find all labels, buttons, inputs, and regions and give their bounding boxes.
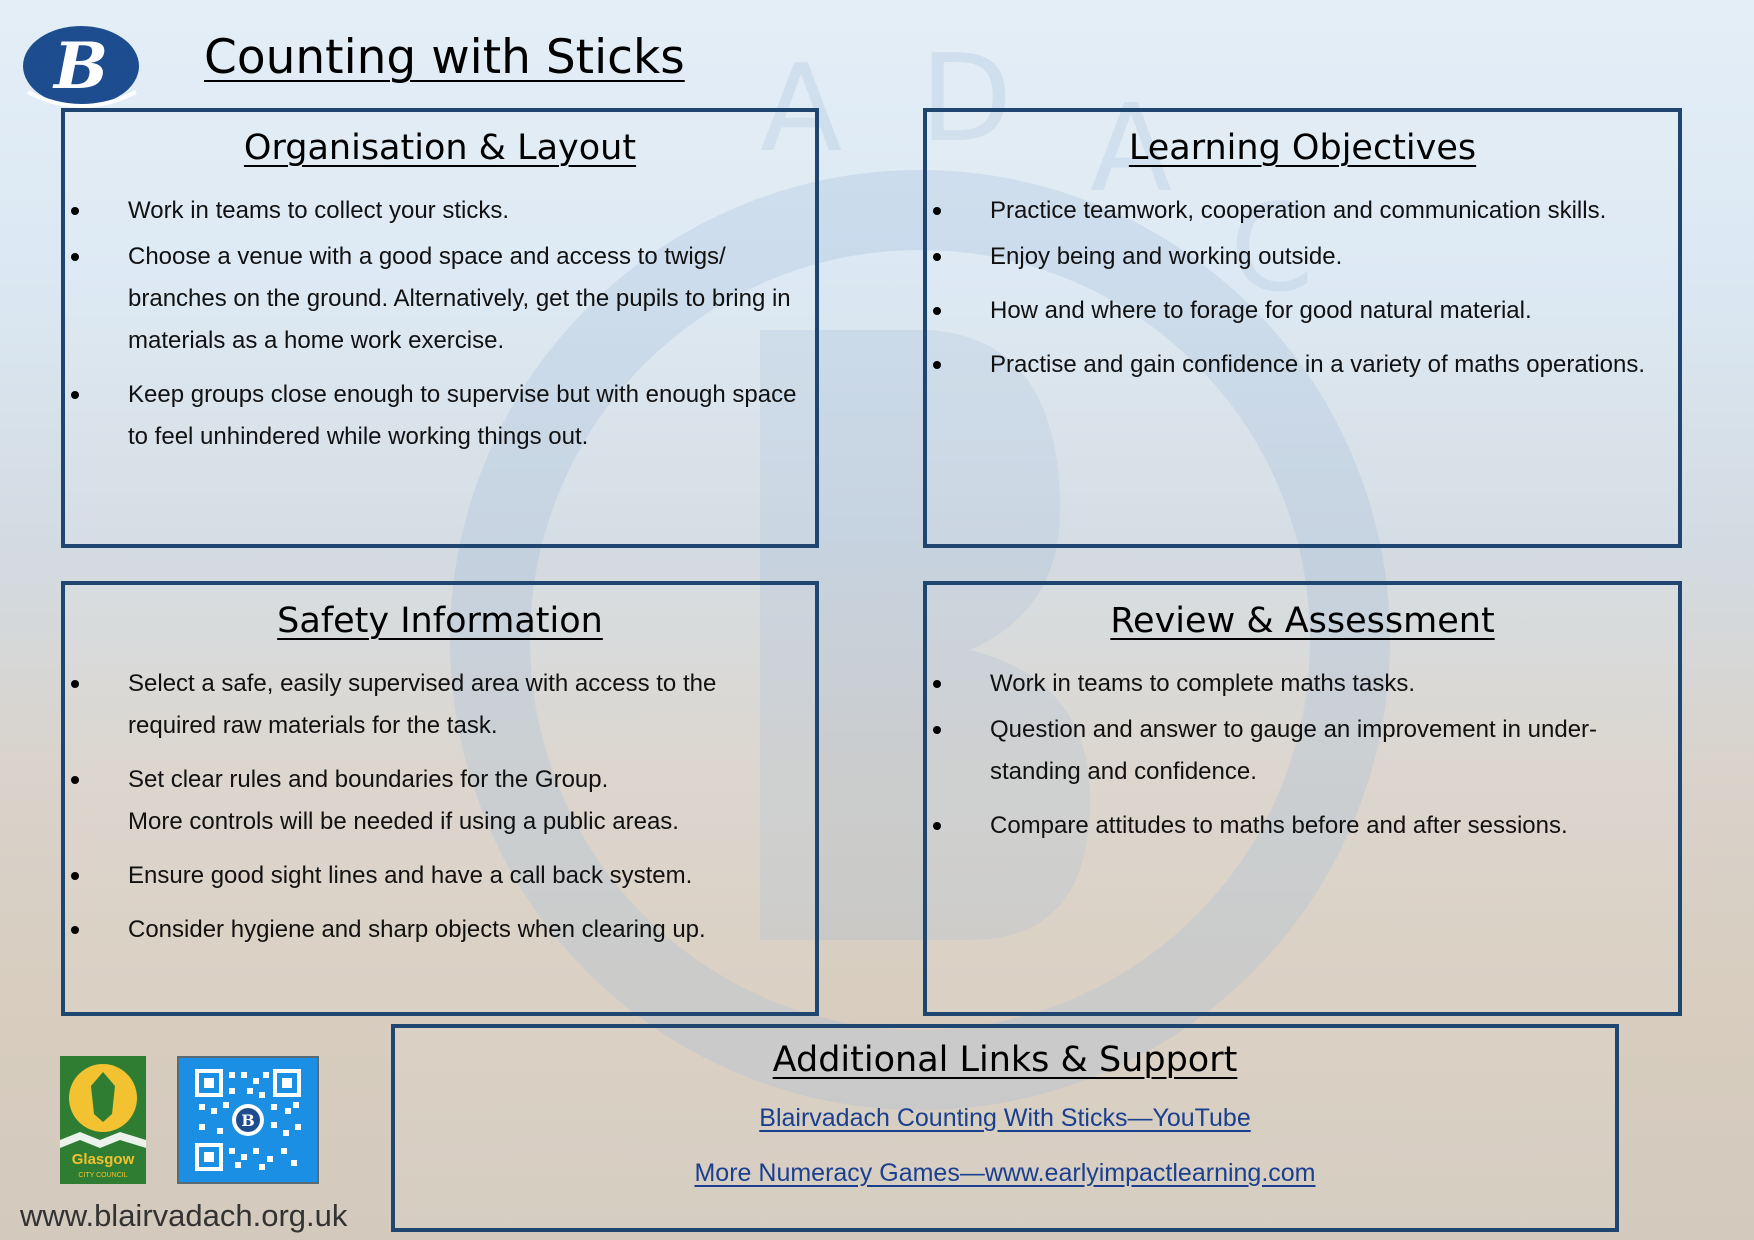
list-item — [927, 805, 1678, 847]
bullet-icon — [71, 776, 79, 784]
safety-panel — [61, 581, 819, 1016]
svg-text:A: A — [760, 40, 843, 179]
list-item — [927, 190, 1678, 232]
objectives-panel — [923, 108, 1682, 548]
qr-code — [177, 1056, 319, 1184]
objectives-list — [927, 190, 1678, 386]
list-item — [927, 290, 1678, 332]
list-item-text: Enjoy being and working outside. — [990, 243, 1343, 270]
svg-text:B: B — [53, 29, 109, 104]
list-item-text: Compare attitudes to maths before and after sessions. — [990, 812, 1568, 839]
list-item — [927, 236, 1678, 278]
bullet-icon — [933, 361, 941, 369]
bullet-icon — [933, 207, 941, 215]
list-item-text: Practice teamwork, cooperation and communication skills. — [990, 197, 1607, 224]
list-item — [927, 663, 1678, 705]
council-crest-icon — [60, 1056, 146, 1184]
council-name: Glasgow — [71, 1151, 135, 1168]
blairvadach-logo — [20, 22, 142, 114]
list-item — [65, 236, 815, 362]
qr-code-icon — [179, 1058, 317, 1182]
review-panel — [923, 581, 1682, 1016]
bullet-icon — [71, 253, 79, 261]
bullet-icon — [933, 253, 941, 261]
links-panel — [391, 1024, 1619, 1232]
list-item — [65, 855, 815, 897]
bullet-icon — [933, 680, 941, 688]
website-url: www.blairvadach.org.uk — [20, 1198, 348, 1233]
review-heading: Review & Assessment — [1110, 601, 1495, 641]
numeracy-games-link[interactable]: More Numeracy Games—www.earlyimpactlearning.com — [694, 1159, 1316, 1187]
list-item — [65, 663, 815, 747]
objectives-heading: Learning Objectives — [1128, 128, 1477, 168]
bullet-icon — [71, 872, 79, 880]
page-title: Counting with Sticks — [204, 30, 685, 85]
bullet-icon — [933, 726, 941, 734]
list-item-text: Choose a venue with a good space and access to twigs/ branches on the ground. Alternatively, get the pupils to bring in materials as a home work exercise. — [128, 243, 791, 354]
bullet-icon — [71, 926, 79, 934]
list-item-text: Work in teams to collect your sticks. — [128, 197, 509, 224]
bullet-icon — [71, 391, 79, 399]
list-item — [65, 190, 815, 232]
bullet-icon — [71, 680, 79, 688]
organisation-list — [65, 190, 815, 458]
list-item-text: How and where to forage for good natural material. — [990, 297, 1532, 324]
svg-text:D: D — [920, 40, 1013, 169]
safety-heading: Safety Information — [277, 601, 603, 641]
list-item-text: Work in teams to complete maths tasks. — [990, 670, 1416, 697]
bullet-icon — [933, 307, 941, 315]
list-item-text: Keep groups close enough to supervise but with enough space to feel unhindered while working things out. — [128, 381, 797, 450]
svg-text:B: B — [241, 1111, 255, 1130]
list-item — [927, 344, 1678, 386]
council-subtitle: CITY COUNCIL — [78, 1172, 128, 1179]
organisation-panel — [61, 108, 819, 548]
list-item-text: Select a safe, easily supervised area with access to the required raw materials for the task. — [128, 670, 717, 739]
glasgow-council-logo — [60, 1056, 146, 1184]
list-item-text: Consider hygiene and sharp objects when clearing up. — [128, 916, 706, 943]
list-item — [65, 759, 815, 843]
list-item-text: Set clear rules and boundaries for the Group. — [128, 766, 609, 793]
bullet-icon — [933, 822, 941, 830]
bullet-icon — [71, 207, 79, 215]
list-item-text: Ensure good sight lines and have a call back system. — [128, 862, 693, 889]
list-item — [65, 374, 815, 458]
list-item — [65, 909, 815, 951]
review-list — [927, 663, 1678, 847]
list-item-text: Question and answer to gauge an improvement in under-standing and confidence. — [990, 716, 1598, 785]
list-item-text: Practise and gain confidence in a variety of maths operations. — [990, 351, 1646, 378]
safety-list — [65, 663, 815, 951]
svg-text:C: C — [1230, 180, 1314, 319]
links-heading: Additional Links & Support — [772, 1040, 1238, 1080]
svg-text:A: A — [1090, 80, 1173, 219]
youtube-link[interactable]: Blairvadach Counting With Sticks—YouTube — [759, 1104, 1251, 1132]
organisation-heading: Organisation & Layout — [243, 128, 637, 168]
list-item-text: More controls will be needed if using a public areas. — [128, 808, 679, 835]
links-list — [395, 1102, 1615, 1189]
list-item — [927, 709, 1678, 793]
